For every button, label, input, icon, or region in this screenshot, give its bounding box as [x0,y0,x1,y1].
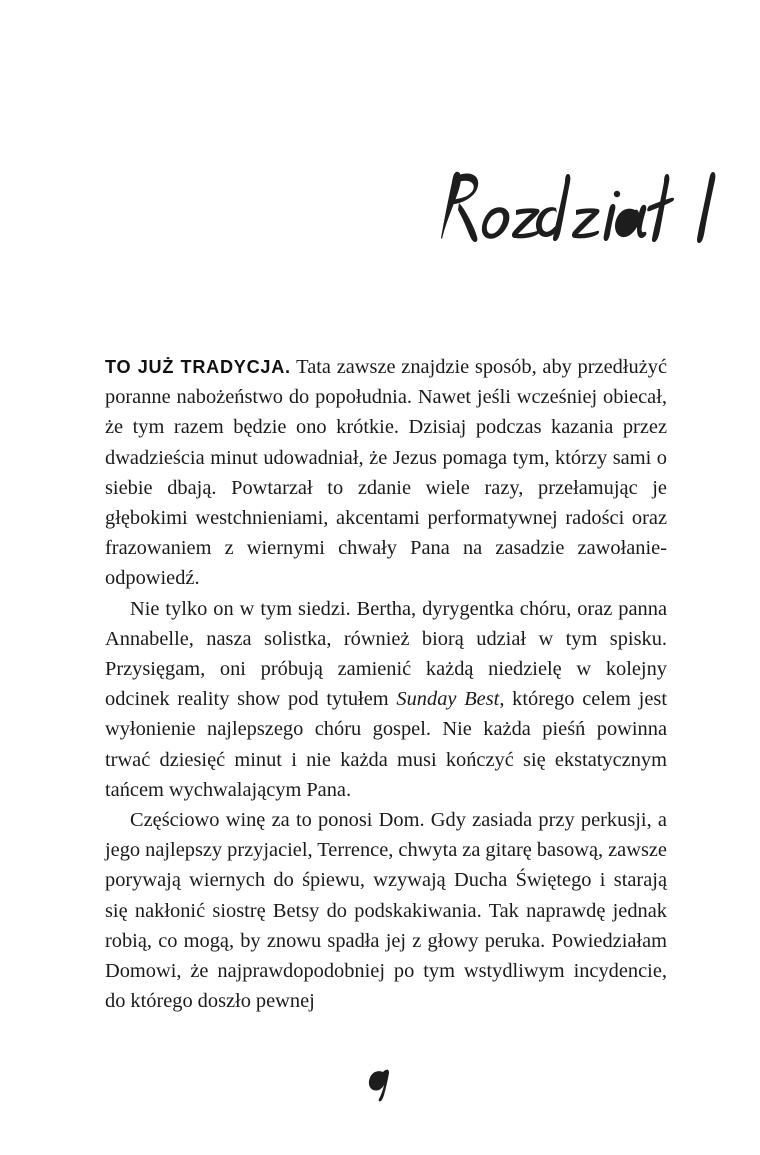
paragraph-2-text-after-title: , którego celem jest wyłonienie najlepszego chóru gospel. Nie każda pieśń powinna trwać dziesięć minut i nie każda musi kończyć się ekstatycznym tańcem wychwalającym Pana. [105,688,667,801]
paragraph-3 [105,805,667,1016]
paragraph-2-text-before-title: Nie tylko on w tym siedzi. Bertha, dyrygentka chóru, oraz panna Annabelle, nasza solistka, również biorą udział w tym spisku. Przysięgam, oni próbują zamienić każdą niedzielę w kolejny odcinek reality show pod tytułem [105,597,667,711]
body-text-block [105,352,667,1016]
page-number-glyph [369,1070,389,1102]
page-number-script [367,1066,393,1102]
paragraph-lead-in: TO JUŻ TRADYCJA. [105,357,291,377]
paragraph-2 [105,594,667,805]
chapter-heading-script-text [428,160,668,260]
page-number-folio [0,1066,760,1102]
chapter-heading-glyphs [441,171,715,242]
work-title-sunday-best: Sunday Best [396,688,500,711]
chapter-heading [0,152,760,267]
paragraph-3-text: Częściowo winę za to ponosi Dom. Gdy zasiada przy perkusji, a jego najlepszy przyjaciel, Terrence, chwyta za gitarę basową, zawsze porywają wiernych do śpiewu, wzywają Ducha Świętego i starają się nakłonić siostrę Betsy do podskakiwania. Tak naprawdę jednak robią, co mogą, by znowu spadła jej z głowy peruka. Powiedziałam Domowi, że najprawdopodobniej po tym wstydliwym incydencie, do którego doszło pewnej [105,809,667,1013]
paragraph-1-text: Tata zawsze znajdzie sposób, aby przedłużyć poranne nabożeństwo do popołudnia. Nawet jeśli wcześniej obiecał, że tym razem będzie ono krótkie. Dzisiaj podczas kazania przez dwadzieścia minut udowadniał, że Jezus pomaga tym, którzy sami o siebie dbają. Powtarzał to zdanie wiele razy, przełamując je głębokimi westchnieniami, akcentami performatywnej radości oraz frazowaniem z wiernymi chwały Pana na zasadzie zawołanie-odpowiedź. [105,356,667,590]
paragraph-1 [105,352,667,594]
